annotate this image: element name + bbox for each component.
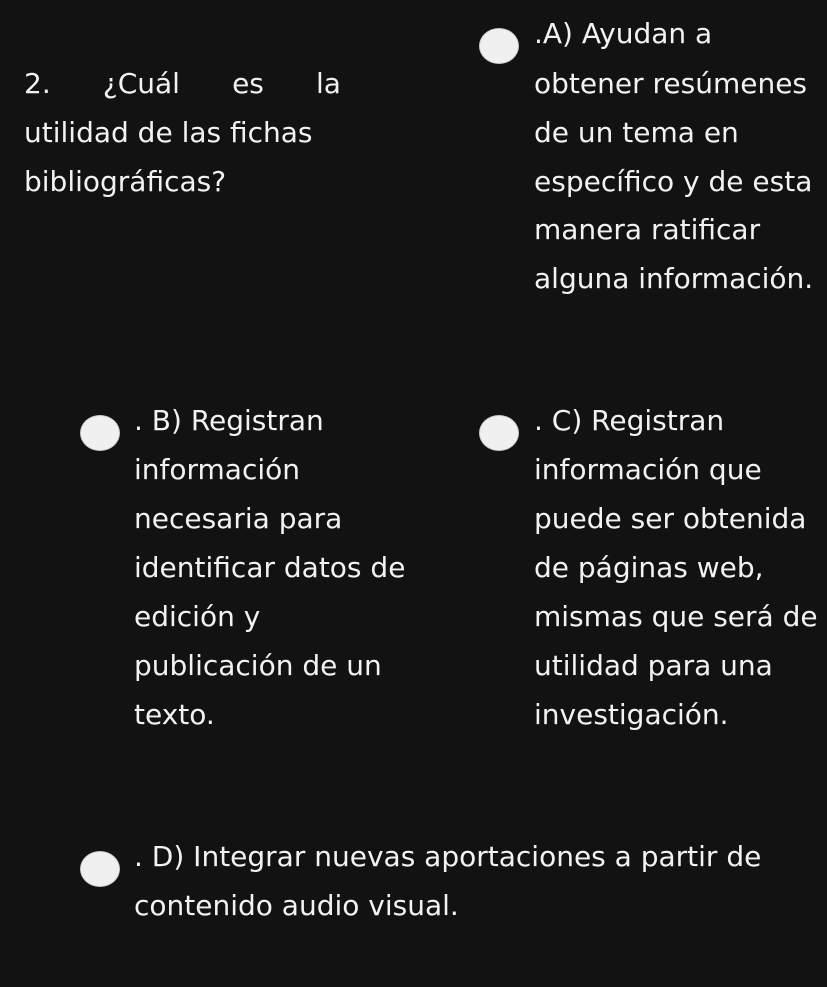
option-c-line: utilidad para una bbox=[534, 649, 773, 682]
question-word: la bbox=[316, 67, 341, 100]
option-d-radio[interactable] bbox=[80, 851, 120, 887]
question-line: bibliográficas? bbox=[24, 165, 227, 198]
option-c-radio[interactable] bbox=[479, 415, 519, 451]
option-c-line: de páginas web, bbox=[534, 551, 764, 584]
option-c-line: . C) Registran bbox=[534, 404, 725, 437]
option-c-line: investigación. bbox=[534, 698, 729, 731]
option-d-line: contenido audio visual. bbox=[134, 889, 459, 922]
option-c-line: puede ser obtenida bbox=[534, 502, 807, 535]
option-a-line: de un tema en bbox=[534, 116, 739, 149]
option-b-line: . B) Registran bbox=[134, 404, 324, 437]
option-a-line: manera ratificar bbox=[534, 213, 761, 246]
option-b-line: publicación de un bbox=[134, 649, 382, 682]
option-b-line: identificar datos de bbox=[134, 551, 406, 584]
option-a-line: obtener resúmenes bbox=[534, 67, 808, 100]
question-word: es bbox=[232, 67, 264, 100]
question-first-line bbox=[24, 67, 341, 101]
option-c-line: mismas que será de bbox=[534, 600, 818, 633]
option-b-line: necesaria para bbox=[134, 502, 343, 535]
question-word: ¿Cuál bbox=[102, 67, 180, 100]
option-a-line: alguna información. bbox=[534, 262, 814, 295]
option-b-radio[interactable] bbox=[80, 415, 120, 451]
option-d-line: . D) Integrar nuevas aportaciones a partir de bbox=[134, 840, 762, 873]
option-a-line: .A) Ayudan a bbox=[534, 17, 713, 50]
option-a-radio[interactable] bbox=[479, 28, 519, 64]
option-b-line: texto. bbox=[134, 698, 215, 731]
option-c-line: información que bbox=[534, 453, 762, 486]
option-a-line: específico y de esta bbox=[534, 165, 813, 198]
question-number: 2. bbox=[24, 67, 51, 100]
option-b-line: edición y bbox=[134, 600, 261, 633]
question-line: utilidad de las fichas bbox=[24, 116, 313, 149]
option-b-line: información bbox=[134, 453, 301, 486]
